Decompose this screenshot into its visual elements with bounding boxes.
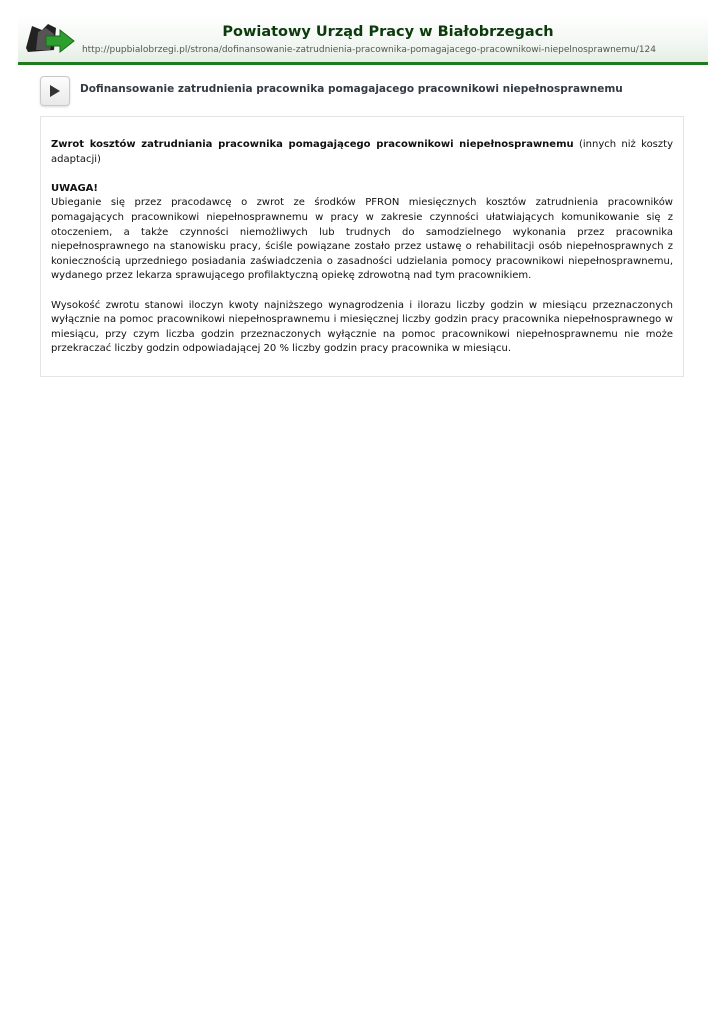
intro-rest-text: (innych niż koszty adaptacji) [51, 139, 673, 165]
content-panel [40, 116, 684, 377]
warning-label: UWAGA! [51, 182, 98, 194]
warning-paragraph [51, 182, 673, 284]
intro-bold-text: Zwrot kosztów zatrudniania pracownika pomagającego pracownikowi niepełnosprawnemu [51, 139, 574, 150]
article-body [51, 138, 673, 372]
site-header [18, 14, 708, 65]
warning-text: Ubieganie się przez pracodawcę o zwrot ze środków PFRON miesięcznych kosztów zatrudnienia pracowników pomagających pracownikowi niepełnosprawnemu w pracy w zakresie czynności ułatwiających komunikowanie się z otoczeniem, a także czynności niemożliwych lub trudnych do samodzielnego wykonania przez pracownika niepełnosprawnego na stanowisku pracy, ściśle powiązane zostało przez ustawę o rehabilitacji osób niepełnosprawnych z koniecznością uprzedniego posiadania zaświadczenia o zasadności udzielania pomocy pracownikowi niepełnosprawnemu, wydanego przez lekarza sprawującego profilaktyczną opiekę zdrowotną nad tym pracownikiem. [51, 197, 673, 282]
heading-arrow-button [40, 76, 70, 106]
arrow-right-icon [49, 84, 61, 98]
page-heading-bar [40, 76, 684, 106]
logo-icon [24, 20, 76, 56]
amount-paragraph: Wysokość zwrotu stanowi iloczyn kwoty najniższego wynagrodzenia i ilorazu liczby godzin w miesiącu przeznaczonych wyłącznie na pomoc pracownikowi niepełnosprawnemu i miesięcznej liczby godzin pracy pracownika niepełnosprawnego w miesiącu, przy czym liczba godzin przeznaczonych wyłącznie na pomoc pracownikowi niepełnosprawnemu nie może przekraczać liczby godzin odpowiadającej 20 % liczby godzin pracy pracownika w miesiącu. [51, 299, 673, 355]
page-title: Dofinansowanie zatrudnienia pracownika pomagajacego pracownikowi niepełnosprawnemu [80, 83, 623, 95]
page-url: http://pupbialobrzegi.pl/strona/dofinansowanie-zatrudnienia-pracownika-pomagajacego-pracownikowi-niepelnosprawnemu/124 [81, 45, 656, 55]
site-title: Powiatowy Urząd Pracy w Białobrzegach [222, 24, 554, 40]
intro-paragraph [51, 138, 673, 167]
